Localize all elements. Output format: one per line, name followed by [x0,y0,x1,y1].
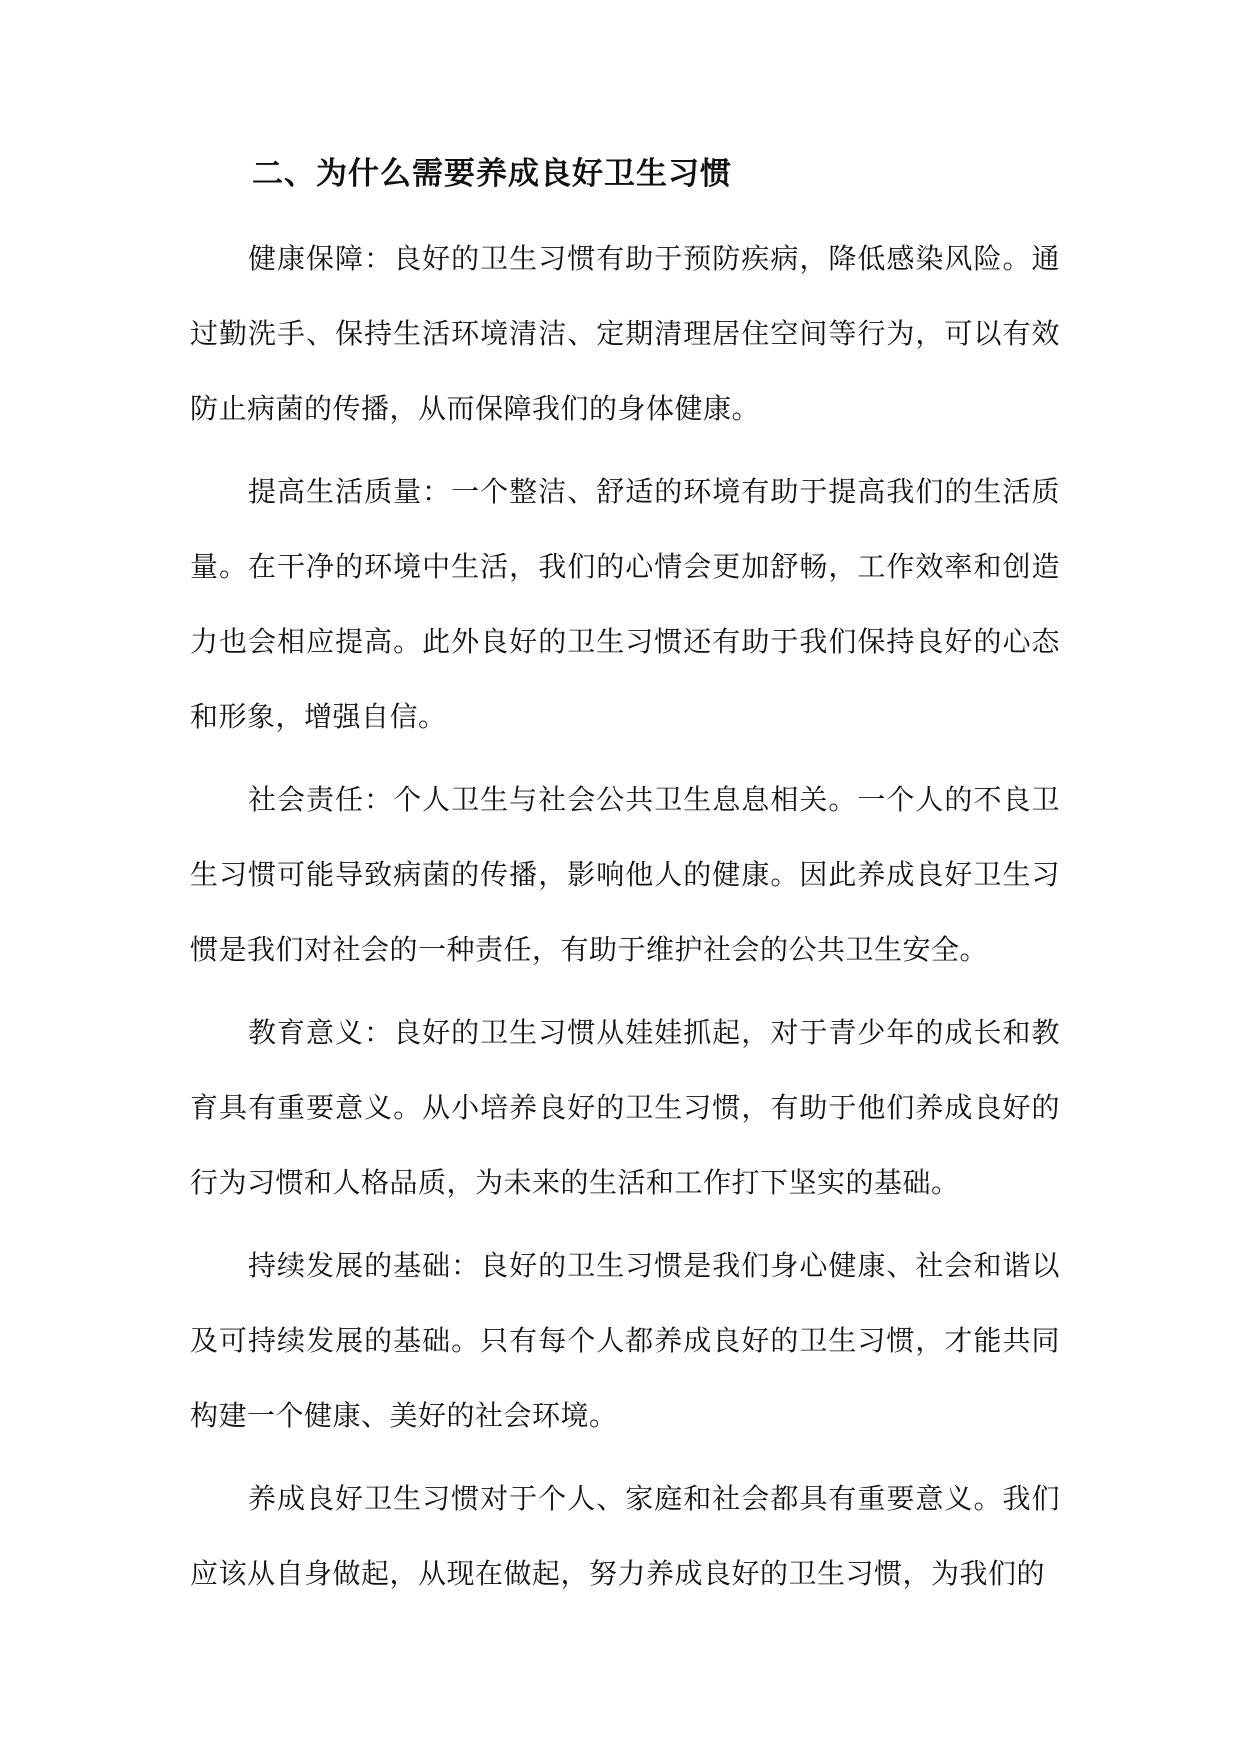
paragraph-education: 教育意义：良好的卫生习惯从娃娃抓起，对于青少年的成长和教育具有重要意义。从小培养良好的卫生习惯，有助于他们养成良好的行为习惯和人格品质，为未来的生活和工作打下坚实的基础。 [190,1016,1060,1199]
paragraph-health: 健康保障：良好的卫生习惯有助于预防疾病，降低感染风险。通过勤洗手、保持生活环境清洁、定期清理居住空间等行为，可以有效防止病菌的传播，从而保障我们的身体健康。 [190,242,1060,425]
document-body [190,148,1060,1619]
paragraph-quality-of-life: 提高生活质量：一个整洁、舒适的环境有助于提高我们的生活质量。在干净的环境中生活，我们的心情会更加舒畅，工作效率和创造力也会相应提高。此外良好的卫生习惯还有助于我们保持良好的心态和形象，增强自信。 [190,475,1060,733]
paragraph-sustainable-development: 持续发展的基础：良好的卫生习惯是我们身心健康、社会和谐以及可持续发展的基础。只有每个人都养成良好的卫生习惯，才能共同构建一个健康、美好的社会环境。 [190,1249,1060,1432]
section-heading: 二、为什么需要养成良好卫生习惯 [252,156,732,192]
paragraph-conclusion: 养成良好卫生习惯对于个人、家庭和社会都具有重要意义。我们应该从自身做起，从现在做起，努力养成良好的卫生习惯，为我们的 [190,1482,1060,1590]
paragraph-social-responsibility: 社会责任：个人卫生与社会公共卫生息息相关。一个人的不良卫生习惯可能导致病菌的传播，影响他人的健康。因此养成良好卫生习惯是我们对社会的一种责任，有助于维护社会的公共卫生安全。 [190,783,1060,966]
